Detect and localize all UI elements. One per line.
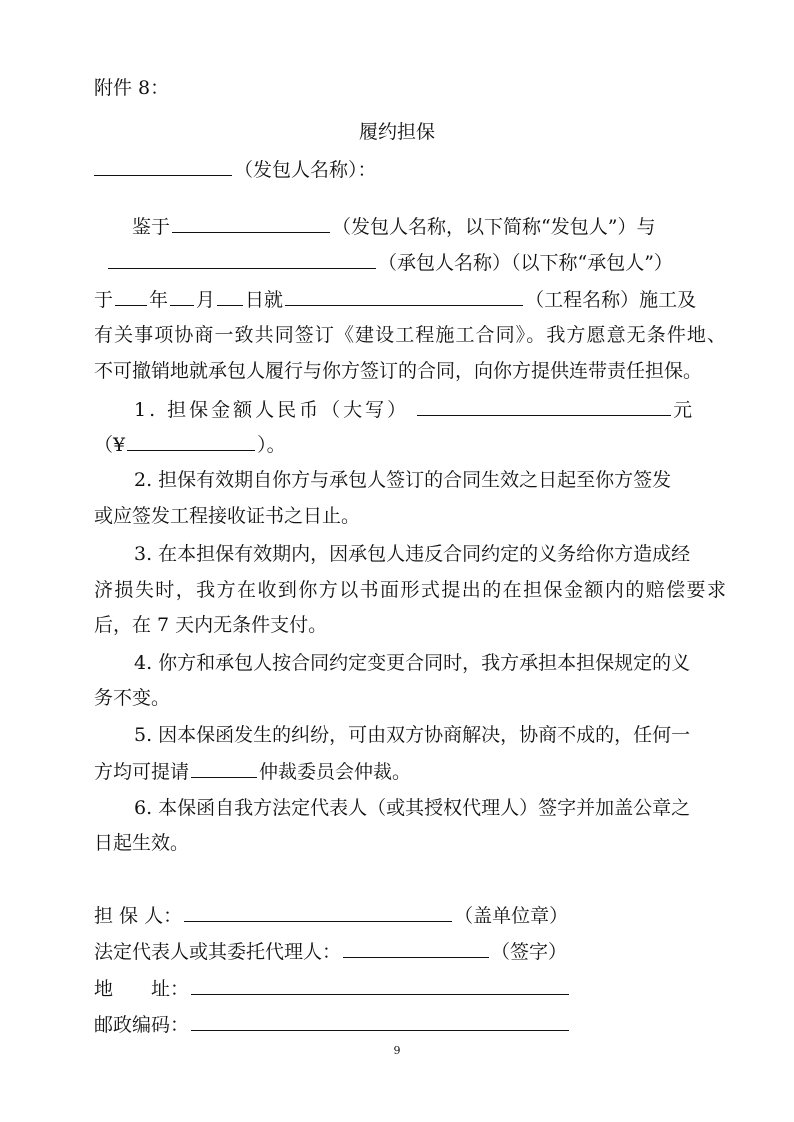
amount-figures-blank[interactable] — [127, 430, 255, 451]
intro-line-3: 于 年 月 日就 （工程名称）施工及 — [94, 285, 726, 314]
day-blank[interactable] — [217, 285, 243, 306]
representative-line — [94, 937, 726, 966]
representative-blank[interactable] — [343, 937, 489, 958]
postcode-blank[interactable] — [191, 1010, 569, 1031]
representative-note: （签字） — [491, 941, 568, 963]
clause-2-line-2: 或应签发工程接收证书之日止。 — [94, 505, 361, 527]
clause-3-line-2: 济损失时，我方在收到你方以书面形式提出的在担保金额内的赔偿要求 — [94, 579, 726, 601]
year-blank[interactable] — [115, 285, 147, 306]
clause-6-line-2: 日起生效。 — [94, 832, 190, 854]
intro-line-4: 有关事项协商一致共同签订《建设工程施工合同》。我方愿意无条件地、 — [94, 324, 726, 346]
address-blank[interactable] — [191, 974, 569, 995]
addressee-line — [94, 155, 726, 184]
clause-5-line-1: 5. 因本保函发生的纠纷，可由双方协商解决，协商不成的，任何一 — [134, 724, 691, 746]
clause-1-line-1: 1. 担保金额人民币（大写） 元 — [94, 395, 726, 424]
document-title: 履约担保 — [358, 121, 435, 143]
intro-line-1: 鉴于 （发包人名称，以下简称“发包人”）与 — [94, 212, 726, 241]
representative-label: 法定代表人或其委托代理人： — [94, 941, 342, 963]
postcode-label: 邮政编码： — [94, 1014, 190, 1036]
month-blank[interactable] — [170, 285, 194, 306]
employer-name-blank[interactable] — [94, 155, 232, 176]
page-number: 9 — [393, 1044, 401, 1057]
arbitration-commission-blank[interactable] — [191, 757, 257, 778]
intro-line-2: （承包人名称）（以下称“承包人”） — [94, 248, 726, 277]
clause-3-line-3: 后，在 7 天内无条件支付。 — [94, 614, 328, 636]
clause-1-line-2: （¥ ）。 — [94, 430, 726, 459]
postcode-line — [94, 1010, 726, 1039]
guarantor-label: 担 保 人： — [94, 905, 183, 927]
clause-5-line-2: 方均可提请 仲裁委员会仲裁。 — [94, 757, 726, 786]
clause-2-line-1: 2. 担保有效期自你方与承包人签订的合同生效之日起至你方签发 — [134, 469, 672, 491]
clause-4-line-2: 务不变。 — [94, 687, 171, 709]
amount-words-blank[interactable] — [417, 395, 671, 416]
address-line — [94, 974, 726, 1003]
project-name-blank[interactable] — [285, 285, 523, 306]
clause-4-line-1: 4. 你方和承包人按合同约定变更合同时，我方承担本担保规定的义 — [134, 652, 691, 674]
attachment-label: 附件 8： — [94, 77, 170, 99]
guarantor-blank[interactable] — [184, 901, 452, 922]
clause-3-line-1: 3. 在本担保有效期内，因承包人违反合同约定的义务给你方造成经 — [134, 543, 691, 565]
employer-name-blank-2[interactable] — [172, 212, 330, 233]
guarantor-note: （盖单位章） — [454, 905, 569, 927]
addressee-suffix: （发包人名称）： — [234, 159, 377, 181]
contractor-name-blank[interactable] — [108, 248, 376, 269]
guarantor-line — [94, 901, 726, 930]
clause-6-line-1: 6. 本保函自我方法定代表人（或其授权代理人）签字并加盖公章之 — [134, 797, 691, 819]
intro-line-5: 不可撤销地就承包人履行与你方签订的合同，向你方提供连带责任担保。 — [94, 360, 703, 382]
address-label: 地 址： — [94, 978, 190, 1000]
